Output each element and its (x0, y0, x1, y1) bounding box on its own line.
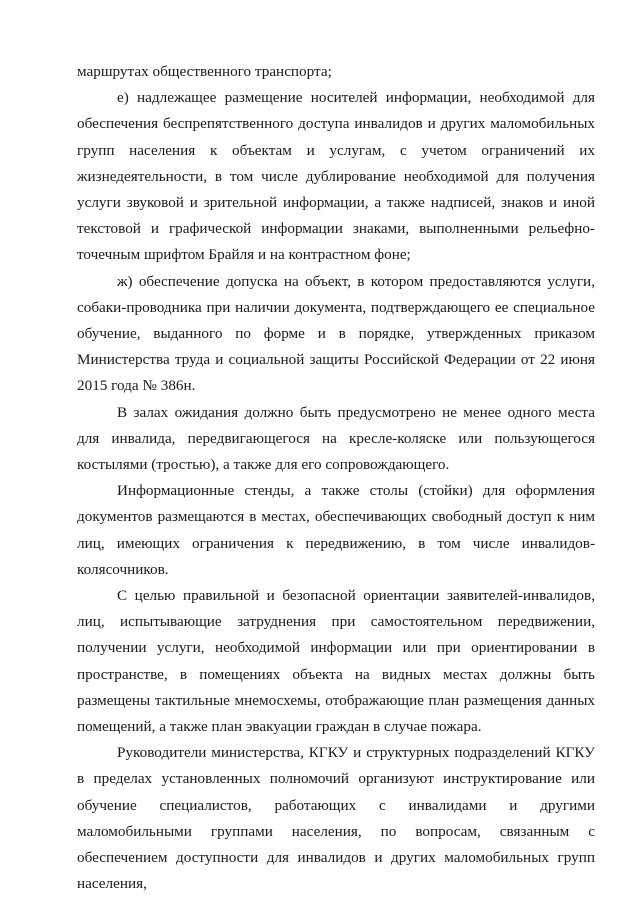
document-body (77, 59, 595, 898)
paragraph-item-e: е) надлежащее размещение носителей информации, необходимой для обеспечения беспрепятственного доступа инвалидов и других маломобильных групп населения к объектам и услугам, с учетом ограничений их жизнедеятельности, в том числе дублирование необходимой для получения услуги звуковой и зрительной информации, а также надписей, знаков и иной текстовой и графической информации знаками, выполненными рельефно-точечным шрифтом Брайля и на контрастном фоне; (77, 89, 595, 264)
paragraph-orientation: С целью правильной и безопасной ориентации заявителей-инвалидов, лиц, испытывающие затруднения при самостоятельном передвижении, получении услуги, необходимой информации или при ориентировании в пространстве, в помещениях объекта на видных местах должны быть размещены тактильные мнемосхемы, отображающие план размещения данных помещений, а также план эвакуации граждан в случае пожара. (77, 587, 595, 736)
paragraph-info-stands: Информационные стенды, а также столы (стойки) для оформления документов размещаются в местах, обеспечивающих свободный доступ к ним лиц, имеющих ограничения к передвижению, в том числе инвалидов-колясочников. (77, 482, 595, 578)
paragraph-item-zh: ж) обеспечение допуска на объект, в котором предоставляются услуги, собаки-проводника при наличии документа, подтверждающего ее специальное обучение, выданного по форме и в порядке, утвержденных приказом Министерства труда и социальной защиты Российской Федерации от 22 июня 2015 года № 386н. (77, 272, 595, 395)
paragraph-managers-training: Руководители министерства, КГКУ и структурных подразделений КГКУ в пределах установленных полномочий организуют инструктирование или обучение специалистов, работающих с инвалидами и другими маломобильными группами населения, по вопросам, связанным с обеспечением доступности для инвалидов и других маломобильных групп населения, (77, 744, 595, 893)
paragraph-waiting-halls: В залах ожидания должно быть предусмотрено не менее одного места для инвалида, передвигающегося на кресле-коляске или пользующегося костылями (тростью), а также для его сопровождающего. (77, 403, 595, 474)
paragraph-transport-continuation: маршрутах общественного транспорта; (77, 63, 332, 80)
